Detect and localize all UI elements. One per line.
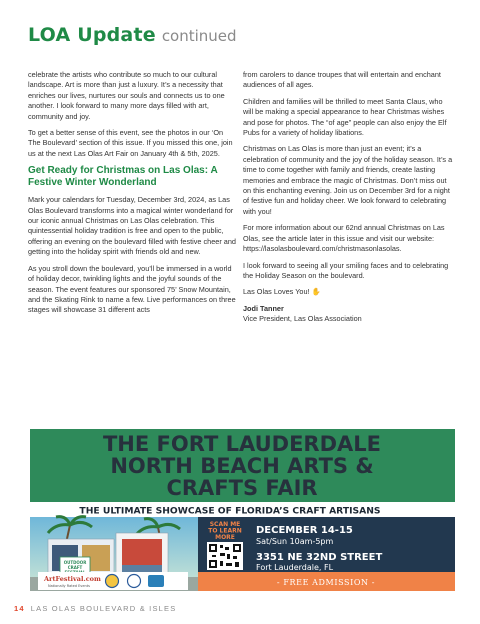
- hand-wave-icon: ✋: [311, 287, 321, 297]
- event-hours: Sat/Sun 10am-5pm: [256, 537, 334, 546]
- scan-label-line2: TO LEARN: [208, 527, 242, 535]
- scan-label-line3: MORE: [215, 534, 235, 541]
- publication-name: LAS OLAS BOULEVARD & ISLES: [30, 604, 177, 613]
- ad-tagline: THE ULTIMATE SHOWCASE OF FLORIDA’S CRAFT ARTISANS: [79, 505, 381, 517]
- qr-code-icon[interactable]: [207, 542, 243, 570]
- sponsor-logo-icon: [148, 575, 164, 587]
- paragraph: from carolers to dance troupes that will entertain and enchant audiences of all ages.: [243, 70, 441, 90]
- section-title: LOA Update: [28, 24, 156, 46]
- artfestival-tagline: Nationally Rated Events: [48, 584, 90, 588]
- paragraph: Mark your calendars for Tuesday, December 3rd, 2024, as Las Olas Boulevard transforms into a magical winter wonderland for our iconic annual Christmas on Las Olas celebration. This quintessential holiday tradition is free and open to the public, offering an evening on the boulevard filled with festive cheer and getting into the holiday spirit with friends old and new.: [28, 195, 236, 257]
- section-subtitle: continued: [161, 27, 237, 45]
- arts-fair-advertisement: [30, 429, 455, 591]
- page-header: [28, 24, 237, 48]
- event-address: 3351 NE 32ND STREET: [256, 552, 383, 563]
- admission-text: - FREE ADMISSION -: [276, 578, 376, 587]
- paragraph: Children and families will be thrilled to meet Santa Claus, who will be making a special appearance to hear Christmas wishes and pose for photos. The “of age” people can also enjoy the Elf Pubs for a variety of holiday libations.: [243, 96, 447, 138]
- sponsor-seal-icon: [106, 575, 119, 588]
- paragraph: For more information about our 62nd annual Christmas on Las Olas, see the article later in this issue and visit our website: https://lasolasboulevard.com/christmasonlasolas.: [243, 223, 445, 254]
- paragraph: celebrate the artists who contribute so much to our cultural landscape. Art is more than just a luxury. It’s a necessity that enriches our lives, nurtures our souls and connects us to one another. I look forward to many more days filled with art, community and joy.: [28, 70, 225, 121]
- sponsor-badge-icon: [128, 575, 141, 588]
- booth-sign-line1: OUTDOOR: [63, 560, 87, 565]
- signature-name: Jodi Tanner: [243, 303, 284, 313]
- closing-line: Las Olas Loves You! ✋: [243, 287, 321, 297]
- article-left-column: [28, 70, 236, 322]
- paragraph: As you stroll down the boulevard, you’ll be immersed in a world of holiday decor, twinkling lights and the joyful sounds of the season. The event features our sponsored 75’ Snow Mountain, and the Skating Rink to name a few. Live performances on three stages will showcase 31 different acts: [28, 263, 236, 315]
- article-subheading: Get Ready for Christmas on Las Olas: A Festive Winter Wonderland: [28, 165, 218, 189]
- paragraph: To get a better sense of this event, see the photos in our ‘On The Boulevard’ section of this issue. If you missed this one, join us at the next Las Olas Art Fair on January 4th & 5th, 2025.: [28, 128, 233, 158]
- ad-title-line1: THE FORT LAUDERDALE: [102, 432, 382, 456]
- paragraph: Christmas on Las Olas is more than just an event; it’s a celebration of community and the joy of the holiday season. It’s a time to come together with family and friends, create lasting memories and embrace the magic of Christmas. Don’t miss out on this enchanting evening. Join us on December 3rd for a night of festive fun and holiday cheer. We look forward to celebrating with you!: [243, 144, 453, 216]
- event-city: Fort Lauderdale, FL: [256, 563, 334, 572]
- artfestival-logo: ArtFestival.com: [44, 575, 101, 583]
- event-dates: DECEMBER 14-15: [256, 525, 353, 536]
- article-right-column: [243, 70, 454, 325]
- scan-label-line1: SCAN ME: [209, 521, 241, 528]
- page-footer: [14, 604, 176, 613]
- paragraph: I look forward to seeing all your smiling faces and to celebrating the Holiday Season on the boulevard.: [243, 260, 449, 280]
- page-number: 14: [14, 604, 25, 613]
- signature-title: Vice President, Las Olas Association: [243, 314, 362, 324]
- ad-title-line3: CRAFTS FAIR: [166, 476, 318, 500]
- booth-sign-line2: CRAFT: [67, 565, 83, 570]
- ad-title-line2: NORTH BEACH ARTS &: [110, 454, 374, 478]
